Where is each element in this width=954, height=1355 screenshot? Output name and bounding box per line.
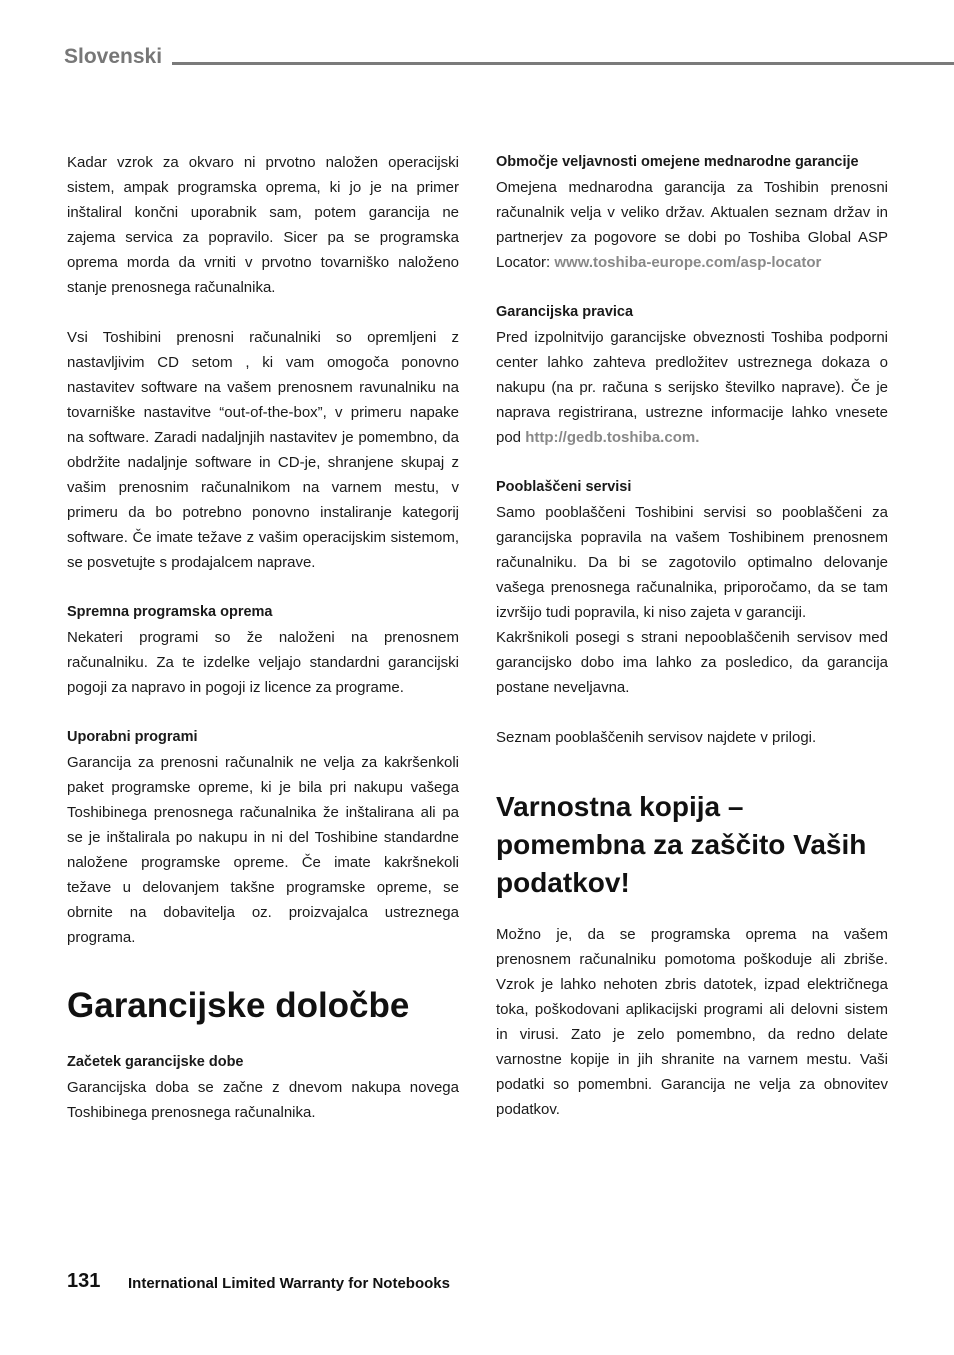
subheading-authorized-services: Pooblaščeni servisi — [496, 479, 632, 495]
page-number: 131 — [67, 1270, 101, 1292]
warranty-claim-text — [496, 325, 888, 450]
authorized-services-text-3: Seznam pooblaščenih servisov najdete v prilogi. — [496, 729, 817, 746]
backup-text: Možno je, da se programska oprema na vašem prenosnem računalniku pomotoma poškoduje ali zbriše. Vzrok je lahko nehoten zbris datotek, izpad električnega toka, poškodovani aplikacijski programi ali delovni sistem in virusi. Zato je zelo pomembno, da redno delate varnostne kopije in jih shranite na varnem mestu. Vaši podatki so pomembni. Garancija ne velja za obnovitev podatkov. — [496, 926, 888, 1118]
footer-title: International Limited Warranty for Notebooks — [128, 1275, 450, 1292]
asp-locator-link[interactable]: www.toshiba-europe.com/asp-locator — [554, 254, 822, 271]
right-column — [496, 150, 888, 1122]
heading-warranty-terms: Garancijske določbe — [67, 986, 410, 1025]
subheading-bundled-software: Spremna programska oprema — [67, 604, 273, 620]
section-language-label: Slovenski — [64, 45, 163, 68]
authorized-services-text-1: Samo pooblaščeni Toshibini servisi so pooblaščeni za garancijska popravila na vašem Toshibinem prenosnem računalniku. Da bi se zagotovilo optimalno delovanje vašega prenosnega računalnika, priporočamo, da se tam izvršijo tudi popravila, ki niso zajeta v garanciji. — [496, 504, 888, 621]
header-rule — [172, 62, 954, 65]
authorized-services-text-2: Kakršnikoli posegi s strani nepooblaščenih servisov med garancijsko dobo ima lahko za posledico, da garancija postane neveljavna. — [496, 629, 888, 696]
subheading-warranty-start: Začetek garancijske dobe — [67, 1054, 244, 1070]
warranty-start-text: Garancijska doba se začne z dnevom nakupa novega Toshibinega prenosnega računalnika. — [67, 1079, 459, 1121]
bundled-software-text: Nekateri programi so že naloženi na prenosnem računalniku. Za te izdelke veljajo standardni garancijski pogoji za napravo in pogoji iz licence za programe. — [67, 629, 459, 696]
warranty-scope-text — [496, 175, 888, 275]
subheading-user-programs: Uporabni programi — [67, 729, 198, 745]
intro-paragraph-1: Kadar vzrok za okvaro ni prvotno naložen operacijski sistem, ampak programska oprema, ki jo je na primer inštaliral končni uporabnik sam, potem garancija ne zajema servica za popravilo. Sicer pa se programska oprema morda da vrniti v prvotno tovarniško naloženo stanje prenosnega računalnika. — [67, 154, 459, 296]
gedb-link[interactable]: http://gedb.toshiba.com. — [525, 429, 700, 446]
subheading-warranty-claim: Garancijska pravica — [496, 304, 634, 320]
warranty-claim-body: Pred izpolnitvijo garancijske obveznosti Toshiba podporni center lahko zahteva predložitev ustreznega dokaza o nakupu (na pr. računa s serijsko številko naprave). Če je naprava registrirana, ustrezne informacije lahko vnesete pod — [496, 329, 888, 446]
left-column — [67, 150, 459, 1125]
intro-paragraph-2: Vsi Toshibini prenosni računalniki so opremljeni z nastavljivim CD setom , ki vam omogoča ponovno nastavitev software na vašem prenosnem ravunalniku na tovarniške nastavitve “out-of-the-box”, v primeru napake na software. Zaradi nadaljnjih nastavitev je pomembno, da obdržite nadaljnje software in CD-je, shranjene skupaj z vašim prenosnim računalnikom na varnem mestu, v primeru da bo potrebno ponovno instaliranje kategorij software. Če imate težave z vašim operacijskim sistemom, se posvetujte s prodajalcem naprave. — [67, 329, 459, 571]
user-programs-text: Garancija za prenosni računalnik ne velja za kakršenkoli paket programske opreme, ki je bila pri nakupu vašega Toshibinega prenosnega računalnika že inštalirana ali pa se je inštalirala po nakupu in ni del Toshibine standardne naložene programske opreme. Če imate kakršnekoli težave u delovanjem takšne programske opreme, se obrnite na dobavitelja oz. proizvajalca ustreznega programa. — [67, 754, 459, 946]
heading-backup: Varnostna kopija – pomembna za zaščito Vaših podatkov! — [496, 791, 867, 898]
warranty-scope-body: Omejena mednarodna garancija za Toshibin prenosni računalnik velja v veliko držav. Aktualen seznam držav in partnerjev za pogovore se dobi po Toshiba Global ASP Locator: — [496, 179, 888, 271]
subheading-warranty-scope: Območje veljavnosti omejene mednarodne garancije — [496, 154, 859, 170]
